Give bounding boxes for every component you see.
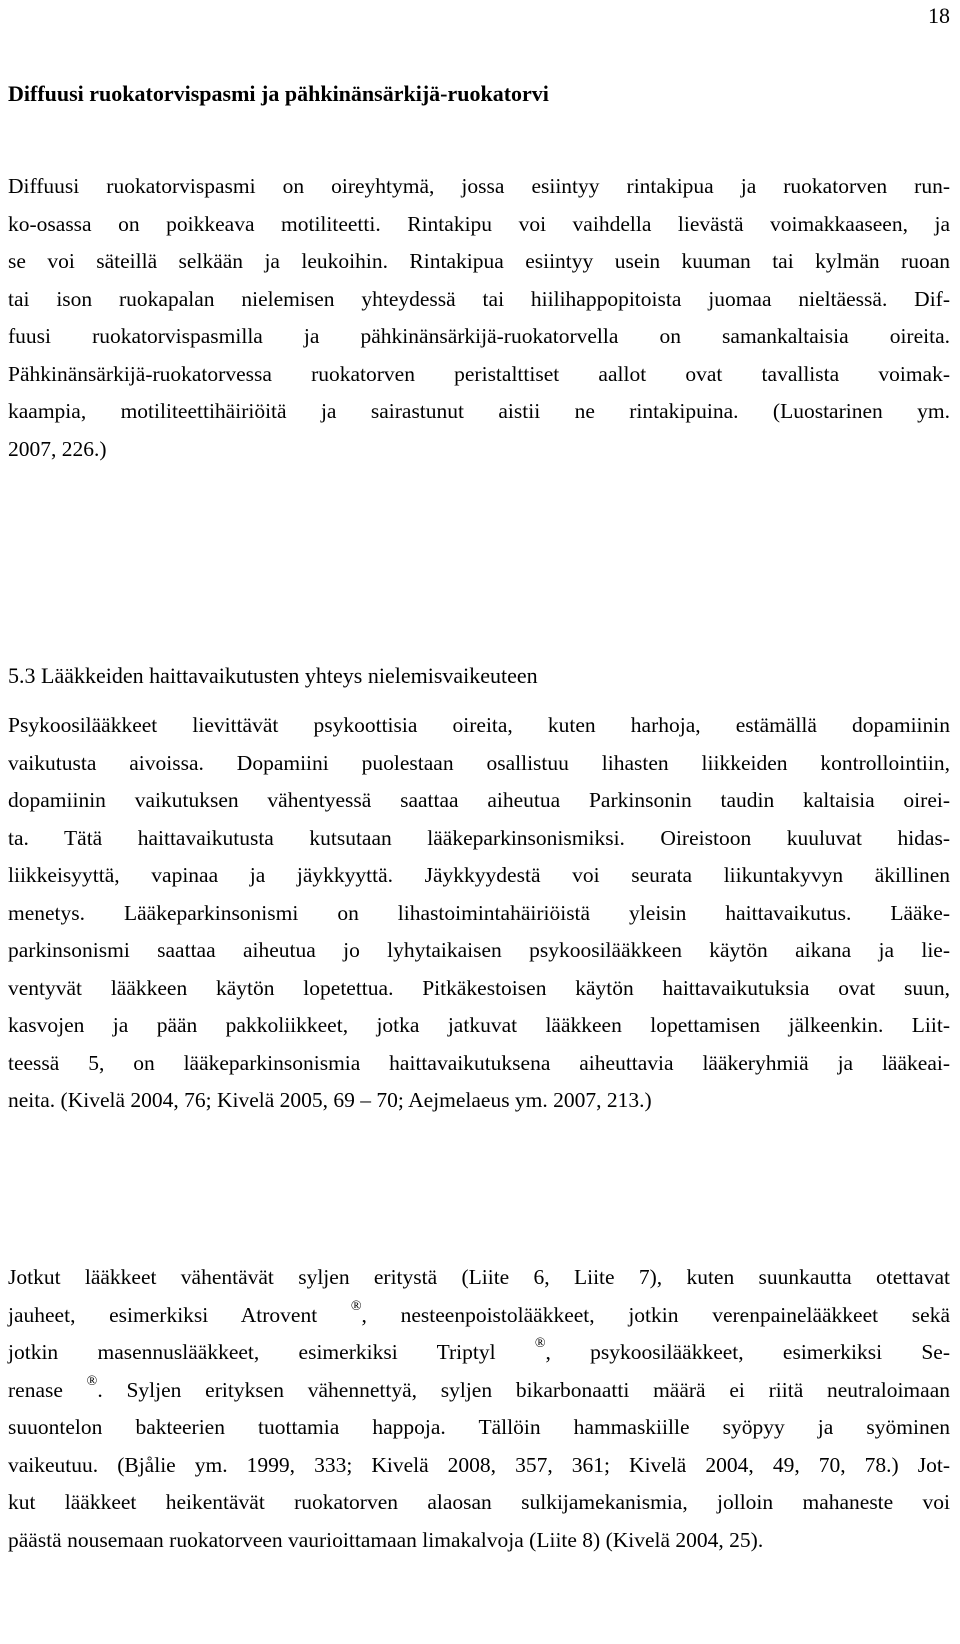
text-line: Jotkut lääkkeet vähentävät syljen eritystä (Liite 6, Liite 7), kuten suunkautta otettavat — [8, 1265, 950, 1289]
text-segment: jauheet, esimerkiksi Atrovent — [8, 1302, 318, 1327]
text-line: vaikeutuu. (Bjålie ym. 1999, 333; Kivelä 2008, 357, 361; Kivelä 2004, 49, 70, 78.) Jot- — [8, 1452, 950, 1477]
paragraph-diffuusi — [8, 168, 950, 468]
text-line: kaampia, motiliteettihäiriöitä ja sairastunut aistii ne rintakipuina. (Luostarinen ym. — [8, 399, 950, 423]
text-line: 2007, 226.) — [8, 436, 107, 461]
text-line: se voi säteillä selkään ja leukoihin. Rintakipua esiintyy usein kuuman tai kylmän ruoan — [8, 249, 950, 273]
text-line: tai ison ruokapalan nielemisen yhteydessä tai hiilihappopitoista juomaa nieltäessä. Dif- — [8, 286, 950, 311]
text-line: Diffuusi ruokatorvispasmi on oireyhtymä, jossa esiintyy rintakipua ja ruokatorven run- — [8, 174, 950, 198]
text-line: Psykoosilääkkeet lievittävät psykoottisia oireita, kuten harhoja, estämällä dopamiinin — [8, 713, 950, 737]
paragraph-syljen-eritys — [8, 1259, 950, 1559]
text-line: päästä nousemaan ruokatorveen vaurioittamaan limakalvoja (Liite 8) (Kivelä 2004, 25). — [8, 1527, 764, 1552]
text-segment: jotkin masennuslääkkeet, esimerkiksi Triptyl — [8, 1340, 496, 1364]
text-line: kasvojen ja pään pakkoliikkeet, jotka jatkuvat lääkkeen lopettamisen jälkeenkin. Liit- — [8, 1013, 950, 1037]
text-line: Pähkinänsärkijä-ruokatorvessa ruokatorven peristalttiset aallot ovat tavallista voimak- — [8, 361, 950, 386]
text-line: neita. (Kivelä 2004, 76; Kivelä 2005, 69 – 70; Aejmelaeus ym. 2007, 213.) — [8, 1088, 652, 1112]
text-line — [8, 1334, 950, 1372]
text-line: teessä 5, on lääkeparkinsonismia haittavaikutuksena aiheuttavia lääkeryhmiä ja lääkeai- — [8, 1050, 950, 1075]
paragraph-psykoosilaakkeet — [8, 707, 950, 1120]
text-segment: , psykoosilääkkeet, esimerkiksi Se- — [545, 1340, 951, 1364]
text-line: dopamiinin vaikutuksen vähentyessä saattaa aiheutua Parkinsonin taudin kaltaisia oirei- — [8, 788, 950, 812]
text-line: ta. Tätä haittavaikutusta kutsutaan lääkeparkinsonismiksi. Oireistoon kuuluvat hidas- — [8, 825, 950, 850]
text-line: vaikutusta aivoissa. Dopamiini puolestaan osallistuu lihasten liikkeiden kontrollointiin, — [8, 750, 950, 775]
text-line: parkinsonismi saattaa aiheutua jo lyhytaikaisen psykoosilääkkeen käytön aikana ja lie- — [8, 938, 950, 962]
section-heading-diffuusi: Diffuusi ruokatorvispasmi ja pähkinänsärkijä-ruokatorvi — [8, 81, 549, 106]
text-line — [8, 1297, 950, 1335]
text-segment: , nesteenpoistolääkkeet, jotkin verenpainelääkkeet sekä — [361, 1302, 951, 1327]
text-line: kut lääkkeet heikentävät ruokatorven alaosan sulkijamekanismia, jolloin mahaneste voi — [8, 1490, 950, 1514]
text-line: menetys. Lääkeparkinsonismi on lihastoimintahäiriöistä yleisin haittavaikutus. Lääke- — [8, 900, 950, 925]
text-line — [8, 1372, 950, 1410]
registered-trademark-symbol: ® — [534, 1336, 546, 1351]
text-line: suuontelon bakteerien tuottamia happoja. Tällöin hammaskiille syöpyy ja syöminen — [8, 1415, 950, 1439]
text-line: ko-osassa on poikkeava motiliteetti. Rintakipu voi vaihdella lievästä voimakkaaseen, ja — [8, 211, 950, 236]
section-heading-5-3: 5.3 Lääkkeiden haittavaikutusten yhteys nielemisvaikeuteen — [8, 663, 538, 688]
page-number: 18 — [928, 3, 950, 28]
text-segment: . Syljen erityksen vähennettyä, syljen bikarbonaatti määrä ei riitä neutraloimaan — [97, 1377, 950, 1402]
registered-trademark-symbol: ® — [350, 1298, 362, 1314]
text-segment: renase — [8, 1377, 63, 1402]
text-line: liikkeisyyttä, vapinaa ja jäykkyyttä. Jäykkyydestä voi seurata liikuntakyvyn äkillinen — [8, 863, 950, 887]
text-line: ventyvät lääkkeen käytön lopetettua. Pitkäkestoisen käytön haittavaikutuksia ovat suun, — [8, 975, 950, 1000]
text-line: fuusi ruokatorvispasmilla ja pähkinänsärkijä-ruokatorvella on samankaltaisia oireita. — [8, 324, 950, 348]
registered-trademark-symbol: ® — [86, 1373, 98, 1389]
